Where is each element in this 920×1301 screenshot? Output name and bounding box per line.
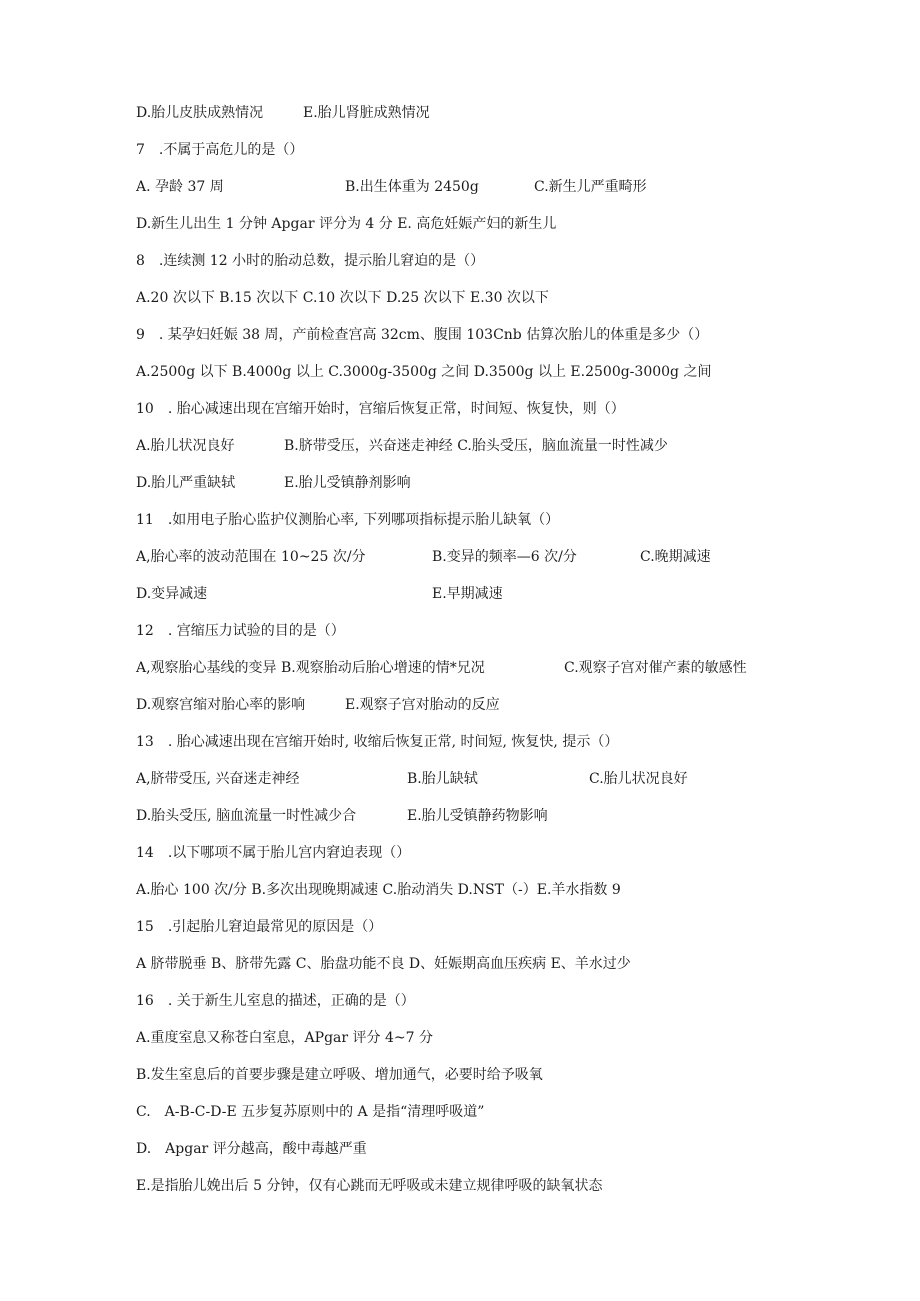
text-segment: 7 .不属于高危儿的是（） bbox=[136, 142, 304, 158]
text-segment: A,脐带受压, 兴奋迷走神经 bbox=[136, 771, 300, 787]
text-segment: E.是指胎儿娩出后 5 分钟，仅有心跳而无呼吸或未建立规律呼吸的缺氧状态 bbox=[136, 1178, 603, 1194]
text-segment: A 脐带脱垂 B、脐带先露 C、胎盘功能不良 D、妊娠期高血压疾病 E、羊水过少 bbox=[136, 956, 631, 972]
text-segment: 11 .如用电子胎心监护仪测胎心率, 下列哪项指标提示胎儿缺氧（） bbox=[136, 512, 560, 528]
text-segment: D.胎儿皮肤成熟情况 bbox=[136, 105, 264, 121]
text-segment: E.胎儿受镇静剂影响 bbox=[284, 475, 411, 491]
text-segment: E.早期减速 bbox=[432, 586, 503, 602]
text-segment: C.新生儿严重畸形 bbox=[534, 179, 647, 195]
text-segment: 12 . 宫缩压力试验的目的是（） bbox=[136, 623, 345, 639]
text-segment: A.胎儿状况良好 bbox=[136, 438, 235, 454]
text-segment: A. 孕龄 37 周 bbox=[136, 179, 224, 195]
text-segment: B.变异的频率—6 次/分 bbox=[432, 549, 577, 565]
text-segment: A.2500g 以下 B.4000g 以上 C.3000g-3500g 之间 D.3500g 以上 E.2500g-3000g 之间 bbox=[136, 364, 712, 380]
text-segment: B.出生体重为 2450g bbox=[345, 179, 479, 195]
text-segment: D.胎儿严重缺轼 bbox=[136, 475, 236, 491]
text-segment: 14 .以下哪项不属于胎儿宫内窘迫表现（） bbox=[136, 845, 411, 861]
text-segment: A.20 次以下 B.15 次以下 C.10 次以下 D.25 次以下 E.30 次以下 bbox=[136, 290, 549, 306]
text-segment: B.脐带受压，兴奋迷走神经 C.胎头受压，脑血流量一时性减少 bbox=[284, 438, 668, 454]
text-segment: E.观察子宫对胎动的反应 bbox=[345, 697, 500, 713]
text-segment: 10 . 胎心减速出现在宫缩开始时，宫缩后恢复正常，时间短、恢复快，则（） bbox=[136, 401, 625, 417]
text-segment: D. Apgar 评分越高，酸中毒越严重 bbox=[136, 1141, 367, 1157]
text-segment: D.变异减速 bbox=[136, 586, 208, 602]
text-segment: C.观察子宫对催产素的敏感性 bbox=[564, 660, 747, 676]
text-segment: A.重度室息又称苍白室息，APgar 评分 4~7 分 bbox=[136, 1030, 433, 1046]
text-segment: D.新生儿出生 1 分钟 Apgar 评分为 4 分 E. 高危妊娠产妇的新生儿 bbox=[136, 216, 557, 232]
text-segment: A,胎心率的波动范围在 10~25 次/分 bbox=[136, 549, 366, 565]
text-segment: E.胎儿受镇静药物影响 bbox=[407, 808, 548, 824]
text-segment: 13 . 胎心减速出现在宫缩开始时, 收缩后恢复正常, 时间短, 恢复快, 提示（） bbox=[136, 734, 619, 750]
text-segment: 9 . 某孕妇妊娠 38 周，产前检查宫高 32cm、腹围 103Cnb 估算次胎儿的体重是多少（） bbox=[136, 327, 709, 343]
text-segment: C.晚期减速 bbox=[640, 549, 711, 565]
text-segment: 16 . 关于新生儿室息的描述，正确的是（） bbox=[136, 993, 415, 1009]
text-segment: B.发生室息后的首要步骤是建立呼吸、增加通气，必要时给予吸氧 bbox=[136, 1067, 543, 1083]
text-segment: 15 .引起胎儿窘迫最常见的原因是（） bbox=[136, 919, 383, 935]
text-segment: 8 .连续测 12 小时的胎动总数，提示胎儿窘迫的是（） bbox=[136, 253, 485, 269]
text-segment: A,观察胎心基线的变异 B.观察胎动后胎心增速的情*兄况 bbox=[136, 660, 485, 676]
text-segment: E.胎儿肾脏成熟情况 bbox=[303, 105, 430, 121]
text-segment: D.观察宫缩对胎心率的影响 bbox=[136, 697, 306, 713]
text-segment: C. A-B-C-D-E 五步复苏原则中的 A 是指“清理呼吸道” bbox=[136, 1104, 485, 1120]
text-segment: B.胎儿缺轼 bbox=[407, 771, 478, 787]
text-segment: D.胎头受压, 脑血流量一时性减少合 bbox=[136, 808, 357, 824]
text-segment: C.胎儿状况良好 bbox=[589, 771, 688, 787]
text-segment: A.胎心 100 次/分 B.多次出现晚期减速 C.胎动消失 D.NST（-）E.羊水指数 9 bbox=[136, 882, 621, 898]
